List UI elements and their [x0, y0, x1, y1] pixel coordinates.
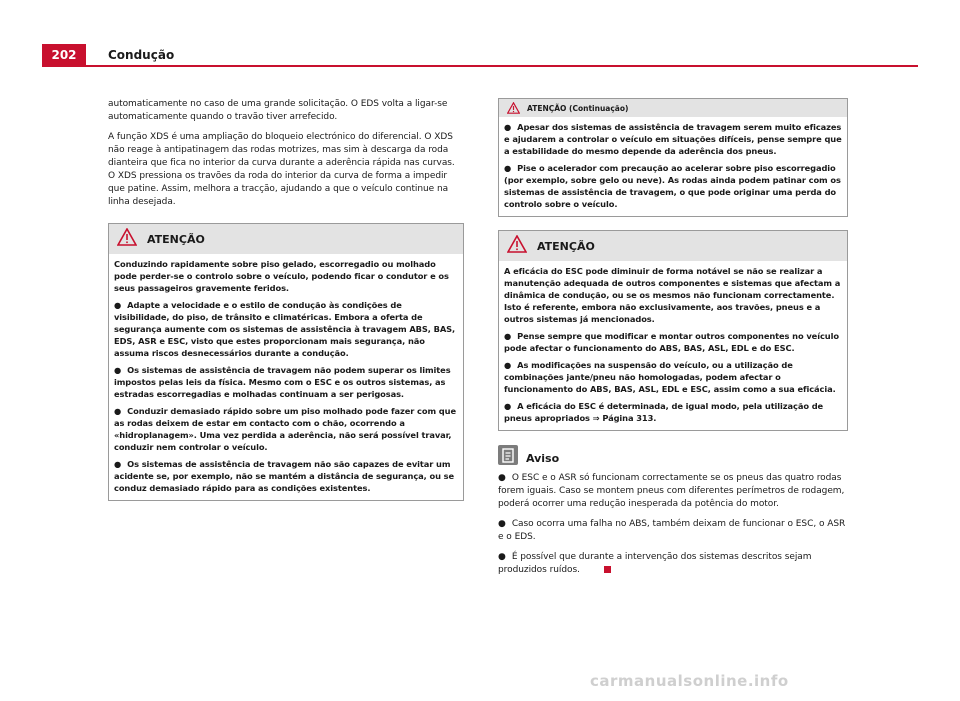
left-column — [108, 98, 464, 514]
note-bullet: ● O ESC e o ASR só funcionam correctamente se os pneus das quatro rodas forem iguais. Caso se montem pneus com diferentes perímetros de rodagem, poderá ocorrer uma redução inesperada da potência do motor. — [498, 473, 845, 509]
warning-box — [108, 223, 464, 501]
warning-body — [499, 261, 847, 430]
warning-continued-box — [498, 98, 848, 217]
warning-bullet: ● Os sistemas de assistência de travagem não são capazes de evitar um acidente se, por exemplo, não se mantém a distância de segurança, ou se conduz demasiado rápido para as condições existentes. — [114, 459, 455, 493]
warning-header — [499, 231, 847, 261]
warning-continued-title: ATENÇÃO (Continuação) — [527, 103, 629, 113]
note-bullet: ● Caso ocorra uma falha no ABS, também deixam de funcionar o ESC, o ASR e o EDS. — [498, 519, 846, 542]
warning-bullet: ● Os sistemas de assistência de travagem não podem superar os limites impostos pelas leis da física. Mesmo com o ESC e os outros sistemas, as estradas escorregadias e molhadas continuam a ser perigosas. — [114, 365, 451, 399]
note-title: Aviso — [526, 451, 560, 465]
body-paragraph: A função XDS é uma ampliação do bloqueio electrónico do diferencial. O XDS não reage à antipatinagem das rodas motrizes, mas sim à descarga da roda dianteira que fica no interior da curva durante a aderência rápida nas curvas. O XDS pressiona os travões da roda do interior da curva de forma a impedir que patine. Assim, melhora a tracção, ajudando a que o veículo continue na linha desejada. — [108, 132, 455, 207]
warning-box-esc — [498, 230, 848, 431]
note-header — [498, 444, 848, 466]
note-bullet: ● É possível que durante a intervenção dos sistemas descritos sejam produzidos ruídos. — [498, 552, 812, 575]
watermark: carmanualsonline.info — [590, 672, 789, 690]
warning-triangle-icon — [507, 235, 527, 257]
warning-bullet: ● Pense sempre que modificar e montar outros componentes no veículo pode afectar o funcionamento do ABS, BAS, ASL, EDL e do ESC. — [504, 331, 839, 353]
warning-bullet: ● Pise o acelerador com precaução ao acelerar sobre piso escorregadio (por exemplo, sobre gelo ou neve). As rodas ainda podem patinar com os sistemas de assistência de travagem, o que pode originar uma perda do controlo sobre o veículo. — [504, 163, 841, 209]
warning-intro: A eficácia do ESC pode diminuir de forma notável se não se realizar a manutenção adequada de outros componentes e sistemas que afectam a dinâmica de condução, ou se os mesmos não funcionam correctamente. Isto é referente, embora não exclusivamente, aos travões, pneus e a outros sistemas já mencionados. — [504, 266, 841, 324]
warning-bullet: ● Apesar dos sistemas de assistência de travagem serem muito eficazes e ajudarem a controlar o veículo em situações difíceis, pense sempre que a estabilidade do mesmo depende da aderência dos pneus. — [504, 122, 842, 156]
warning-bullet: ● A eficácia do ESC é determinada, de igual modo, pela utilização de pneus apropriados ⇒ Página 313. — [504, 401, 824, 423]
warning-triangle-icon — [117, 228, 137, 250]
chapter-title: Condução — [108, 48, 175, 62]
warning-continued-header — [499, 99, 847, 117]
warning-intro: Conduzindo rapidamente sobre piso gelado, escorregadio ou molhado pode perder-se o controlo sobre o veículo, podendo ficar o condutor e os seus passageiros gravemente feridos. — [114, 259, 449, 293]
page-header — [42, 44, 918, 66]
warning-continued-body — [499, 117, 847, 216]
warning-triangle-icon — [507, 99, 520, 118]
warning-bullet: ● As modificações na suspensão do veículo, ou a utilização de combinações jante/pneu não homologadas, podem afectar o funcionamento do ABS, BAS, ASL, EDL e ESC, assim como a sua eficácia. — [504, 360, 836, 394]
warning-bullet: ● Conduzir demasiado rápido sobre um piso molhado pode fazer com que as rodas deixem de estar em contacto com o chão, ocorrendo a «hidroplanagem». Uma vez perdida a aderência, não será possível travar, conduzir nem controlar o veículo. — [114, 406, 456, 452]
note-info-icon — [498, 445, 518, 465]
body-paragraph: automaticamente no caso de uma grande solicitação. O EDS volta a ligar-se automaticamente quando o travão tiver arrefecido. — [108, 99, 448, 122]
header-rule — [42, 65, 918, 67]
warning-title: ATENÇÃO — [537, 239, 595, 253]
warning-title: ATENÇÃO — [147, 232, 205, 246]
warning-header — [109, 224, 463, 254]
section-end-mark — [604, 566, 611, 573]
warning-bullet: ● Adapte a velocidade e o estilo de condução às condições de visibilidade, do piso, de trânsito e climatéricas. Embora a oferta de segurança aumente com os sistemas de assistência à travagem ABS, BAS, EDS, ASR e ESC, visto que estes proporcionam mais segurança, não assuma riscos desnecessários durante a condução. — [114, 300, 456, 358]
warning-body — [109, 254, 463, 500]
right-column — [498, 98, 848, 584]
page-number: 202 — [42, 44, 86, 66]
